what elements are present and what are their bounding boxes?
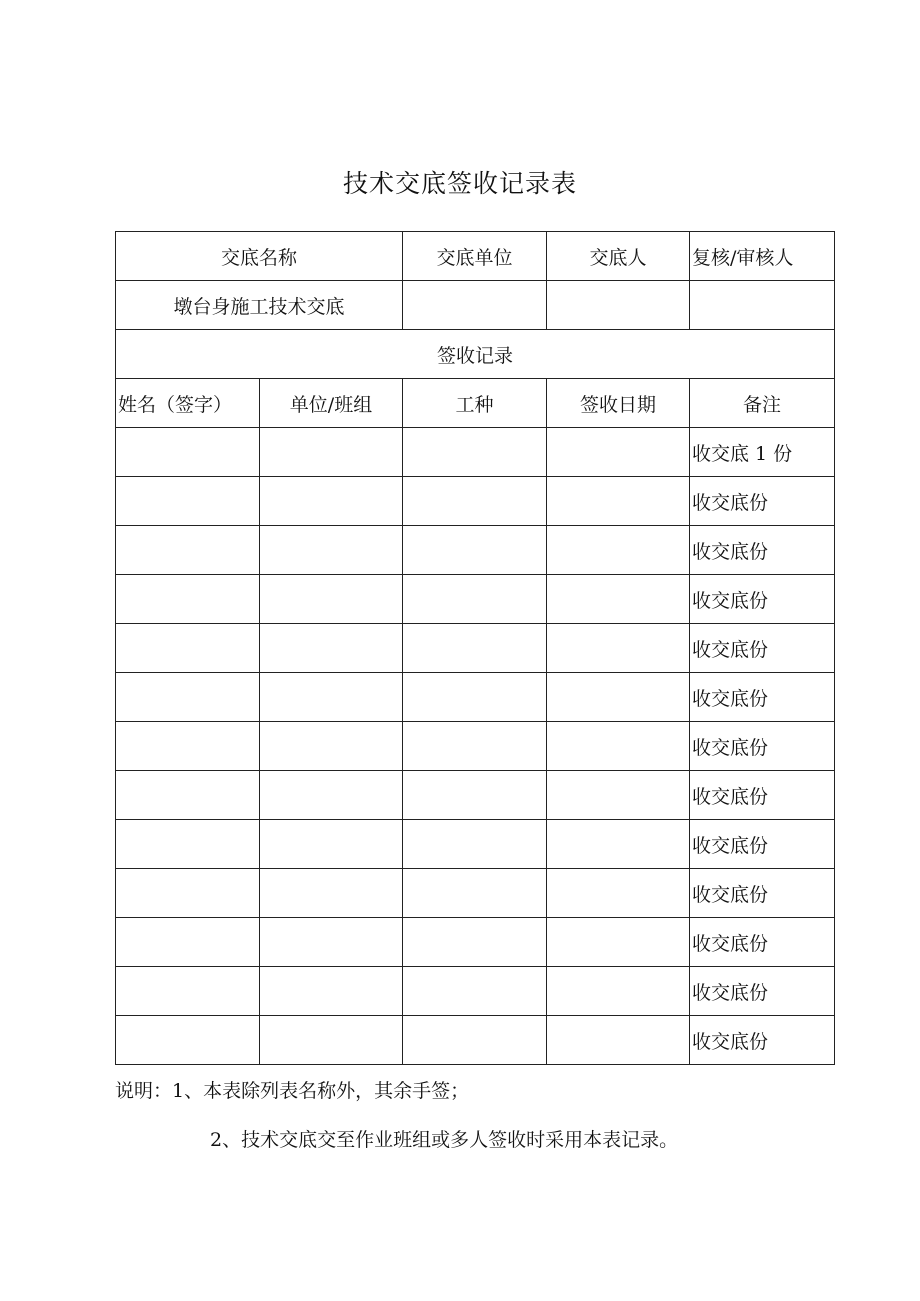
table-row <box>116 526 835 575</box>
cell-trade[interactable] <box>403 526 547 575</box>
cell-date[interactable] <box>547 918 690 967</box>
cell-trade[interactable] <box>403 624 547 673</box>
cell-trade[interactable] <box>403 673 547 722</box>
column-header-remark: 备注 <box>690 379 835 428</box>
unit-value[interactable] <box>403 281 547 330</box>
column-header-date: 签收日期 <box>547 379 690 428</box>
cell-name[interactable] <box>116 1016 260 1065</box>
cell-remark: 收交底份 <box>690 477 835 526</box>
cell-date[interactable] <box>547 575 690 624</box>
cell-date[interactable] <box>547 820 690 869</box>
table-row <box>116 869 835 918</box>
table-row <box>116 1016 835 1065</box>
cell-trade[interactable] <box>403 869 547 918</box>
cell-name[interactable] <box>116 575 260 624</box>
document-title: 技术交底签收记录表 <box>342 169 577 198</box>
table-row <box>116 967 835 1016</box>
column-header-unit: 单位/班组 <box>260 379 403 428</box>
cell-unit[interactable] <box>260 428 403 477</box>
cell-date[interactable] <box>547 869 690 918</box>
column-header-trade: 工种 <box>403 379 547 428</box>
cell-unit[interactable] <box>260 771 403 820</box>
cell-trade[interactable] <box>403 428 547 477</box>
cell-trade[interactable] <box>403 771 547 820</box>
cell-trade[interactable] <box>403 575 547 624</box>
sign-off-table <box>115 231 835 1065</box>
table-row <box>116 477 835 526</box>
cell-unit[interactable] <box>260 1016 403 1065</box>
cell-date[interactable] <box>547 624 690 673</box>
unit-label: 交底单位 <box>403 232 547 281</box>
cell-remark: 收交底份 <box>690 771 835 820</box>
cell-remark: 收交底份 <box>690 624 835 673</box>
cell-date[interactable] <box>547 967 690 1016</box>
cell-date[interactable] <box>547 771 690 820</box>
cell-name[interactable] <box>116 820 260 869</box>
cell-name[interactable] <box>116 722 260 771</box>
cell-unit[interactable] <box>260 526 403 575</box>
cell-date[interactable] <box>547 428 690 477</box>
cell-unit[interactable] <box>260 869 403 918</box>
cell-trade[interactable] <box>403 967 547 1016</box>
person-label: 交底人 <box>547 232 690 281</box>
cell-unit[interactable] <box>260 918 403 967</box>
cell-date[interactable] <box>547 477 690 526</box>
cell-remark: 收交底份 <box>690 820 835 869</box>
cell-name[interactable] <box>116 673 260 722</box>
cell-unit[interactable] <box>260 624 403 673</box>
cell-trade[interactable] <box>403 722 547 771</box>
info-row <box>116 281 835 330</box>
cell-remark: 收交底份 <box>690 967 835 1016</box>
cell-name[interactable] <box>116 477 260 526</box>
cell-unit[interactable] <box>260 820 403 869</box>
cell-trade[interactable] <box>403 918 547 967</box>
cell-trade[interactable] <box>403 1016 547 1065</box>
cell-name[interactable] <box>116 428 260 477</box>
cell-name[interactable] <box>116 771 260 820</box>
table-row <box>116 428 835 477</box>
cell-remark: 收交底份 <box>690 918 835 967</box>
cell-name[interactable] <box>116 526 260 575</box>
cell-remark: 收交底 1 份 <box>690 428 835 477</box>
name-value[interactable]: 墩台身施工技术交底 <box>116 281 403 330</box>
cell-unit[interactable] <box>260 967 403 1016</box>
cell-date[interactable] <box>547 526 690 575</box>
table-row <box>116 575 835 624</box>
column-header-name: 姓名（签字） <box>116 379 260 428</box>
cell-unit[interactable] <box>260 722 403 771</box>
header-row <box>116 232 835 281</box>
cell-name[interactable] <box>116 967 260 1016</box>
section-title: 签收记录 <box>116 330 835 379</box>
note-line-2: 2、技术交底交至作业班组或多人签收时采用本表记录。 <box>210 1129 679 1151</box>
section-row <box>116 330 835 379</box>
cell-name[interactable] <box>116 624 260 673</box>
table-row <box>116 722 835 771</box>
name-label: 交底名称 <box>116 232 403 281</box>
table-row <box>116 673 835 722</box>
cell-name[interactable] <box>116 869 260 918</box>
cell-remark: 收交底份 <box>690 1016 835 1065</box>
reviewer-label: 复核/审核人 <box>690 232 835 281</box>
column-header-row <box>116 379 835 428</box>
cell-remark: 收交底份 <box>690 673 835 722</box>
cell-date[interactable] <box>547 673 690 722</box>
cell-remark: 收交底份 <box>690 575 835 624</box>
cell-date[interactable] <box>547 1016 690 1065</box>
table-row <box>116 820 835 869</box>
cell-remark: 收交底份 <box>690 526 835 575</box>
person-value[interactable] <box>547 281 690 330</box>
table-row <box>116 624 835 673</box>
cell-remark: 收交底份 <box>690 869 835 918</box>
cell-unit[interactable] <box>260 575 403 624</box>
reviewer-value[interactable] <box>690 281 835 330</box>
cell-date[interactable] <box>547 722 690 771</box>
cell-trade[interactable] <box>403 820 547 869</box>
cell-name[interactable] <box>116 918 260 967</box>
table-row <box>116 918 835 967</box>
cell-trade[interactable] <box>403 477 547 526</box>
table-row <box>116 771 835 820</box>
note-line-1: 说明：1、本表除列表名称外，其余手签； <box>115 1080 470 1102</box>
cell-unit[interactable] <box>260 673 403 722</box>
cell-remark: 收交底份 <box>690 722 835 771</box>
cell-unit[interactable] <box>260 477 403 526</box>
